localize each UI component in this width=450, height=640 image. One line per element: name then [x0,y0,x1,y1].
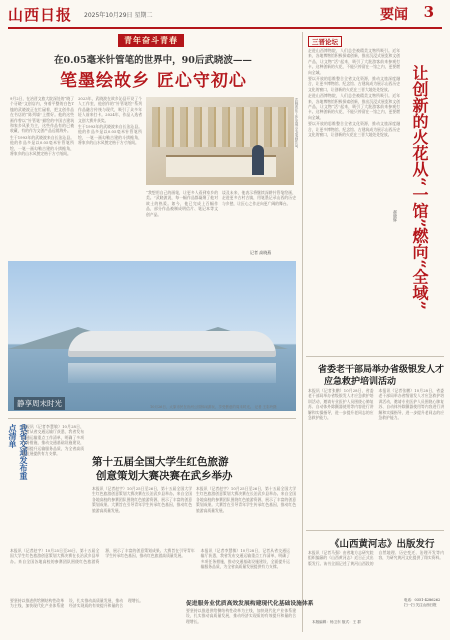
commentary-paragraph: 走进山西博物院，人们总会被精美文物所吸引。近年来，各地博物馆积极探索创新，推出沉浸式展览和文创产品，让文物“活”起来，吸引了大批游客前来参观打卡。这种创新的火花，不能只停留在一馆之内，更要燃向全域。 [308,48,400,75]
middle-news-paragraph: 本报讯（记者赵宇）10月25日至26日，第十五届全国大学生红色旅游创意策划大赛决赛在长治武乡县举办。来自全国各地高校的参赛团队围绕红色旅游资源，展示了丰富的创意策划成果。大赛旨在引导青年学生传承红色基因，推动红色旅游高质量发展。 [92,486,192,513]
commentary-paragraph: 要以开放的思维整合全省文化资源，推动文旅深度融合，让更多博物馆、纪念馆、古建筑成为展示山西历史文化的窗口，让创新的火花在三晋大地处处绽放。 [308,121,400,138]
lead-paragraph: 生于1993年的武晓波来自长治沁县。他的作品多是以0.05毫米针管笔所绘，一笔一画勾勒古建的斗拱檐角，将家乡的山水风貌定格于方寸纸间。 [10,134,74,157]
lead-paragraph: 谈及未来，他表示将继续深耕针管笔绘画，走进更多古村古镇，用笔墨记录山西的历史与乡愁，让匠心之作走向更广阔的舞台。 [222,190,296,206]
commentary-tag: 三晋论坛 [308,36,342,47]
commentary-headline: 让创新的火花从“一馆”燃向“全域” [410,65,429,310]
contact-box: 电话：0351-4286262 扫一扫 关注山西日报 [404,598,441,607]
lead-photo-caption: 武晓波在工作室展示毛笔画作品。 [295,98,299,151]
studio-photo [146,97,294,185]
photo-water-reflection [68,363,276,383]
left-news-heading: 我省交通发布重点清单 [8,424,29,480]
left-news-body [22,424,84,524]
row-divider [306,530,444,531]
training-title-line2: 应急救护培训活动 [324,377,397,387]
lead-subtitle: 在0.05毫米针管笔的世界中，90后武晓波—— [54,55,252,66]
book-news-paragraph: 本报讯（记者马强）由省地方志研究院组织编纂的《山西黄河志》近日正式出版发行。该书全面记述了黄河山西段的自然地理、历史变迁、治理开发等内容，为研究黄河文化提供了翔实资料。 [308,550,444,566]
park-photo [8,261,296,411]
lower-paragraph: 要坚持以推进供给侧结构性改革为主线，加快现代化产业体系建设，扎实推动高质量发展，推动经济实现质的有效提升和量的合理增长。 [10,598,144,609]
lead-paragraph: 9月2日，在冶晋文旅大院深处的“晓了个牙晓”文创店内，身着平整的白色T恤的武晓波正在忙碌着，把文创作品在书店的“陈列墙”上摆好。他的这些画作曾以“针管笔”描绘的中国古建筑和家乡风景为主，这些作品有的已被收藏，有的作为文创产品远销海外。 [10,96,74,134]
lead-title: 笔墨绘故乡 匠心守初心 [60,71,247,91]
lower-body-2 [10,598,182,636]
subhead: 促进服务业优质高效发展构建现代化基础设施体系 [186,601,314,607]
newspaper-logo: 山西日报 [8,6,73,24]
left-news-paragraph: 本报讯（记者李慧敏）10月28日，记者从省交通运输厅获悉，我省发布交通运输重点工作清单，明确了多项任务措施，推动交通基础设施建设，全面提升运输服务品质，为全省高质量发展提供有力支撑。 [22,424,84,457]
training-paragraph: 本报讯（记者张鹏）10月28日，省委老干部局举办省级银发人才应急救护培训活动，邀请专业医护人员围绕心肺复苏、自动体外除颤器使用等内容进行讲解和实操指导，进一步提升老同志的应急救护能力。 [308,388,374,421]
lead-kicker: 青年奋斗青春 [118,34,184,47]
training-paragraph: 本报讯（记者张鹏）10月28日，省委老干部局举办省级银发人才应急救护培训活动，邀请专业医护人员围绕心肺复苏、自动体外除颤器使用等内容进行讲解和实操指导，进一步提升老同志的应急救护能力。 [378,388,444,421]
page-number: 3 [423,3,434,21]
section-name: 要闻 [380,7,408,23]
commentary-byline: 郝晓辉 [393,210,398,222]
photo-feature-title: 静享周末时光 [14,397,65,410]
lower-body [10,548,290,594]
training-title-line1: 省委老干部局举办省级银发人才 [318,365,445,375]
header-rule [8,27,442,29]
commentary-paragraph: 要以开放的思维整合全省文化资源，推动文旅深度融合，让更多博物馆、纪念馆、古建筑成为展示山西历史文化的窗口，让创新的火花在三晋大地处处绽放。 [308,76,400,92]
lower-paragraph: 本报讯（记者赵宇）10月25日至26日，第十五届全国大学生红色旅游创意策划大赛决赛在长治武乡县举办。来自全国各地高校的参赛团队围绕红色旅游资源，展示了丰富的创意策划成果。大赛旨在引导青年学生传承红色基因，推动红色旅游高质量发展。 [10,548,195,564]
lead-body-col4 [222,190,296,248]
middle-news-title-line1: 第十五届全国大学生红色旅游 [92,456,229,468]
middle-news-paragraph: 本报讯（记者赵宇）10月25日至26日，第十五届全国大学生红色旅游创意策划大赛决赛在长治武乡县举办。来自全国各地高校的参赛团队围绕红色旅游资源，展示了丰富的创意策划成果。大赛旨在引导青年学生传承红色基因，推动红色旅游高质量发展。 [196,486,296,513]
middle-news-body-col2 [196,486,296,546]
lead-body-col3 [146,190,218,256]
lead-paragraph: 2023年，武晓波在故乡沁县开设了个人工作室，他创作的“针管笔绘”系列作品融合传统与现代，吸引了众多年轻人前来打卡。2024年，作品入选省文创大赛并获奖。 [78,96,142,123]
middle-news-body-col1 [92,486,192,546]
commentary-body [308,48,400,348]
lead-body-col2 [78,96,142,256]
lead-body-col1 [10,96,74,256]
column-divider [302,32,303,632]
middle-news-title-line2: 创意策划大赛决赛在武乡举办 [96,470,233,482]
row-divider [306,356,444,357]
photo-person [252,145,264,175]
issue-date: 2025年10月29日 星期二 [84,12,153,19]
training-body [308,388,444,528]
subhead-paragraph: 要坚持以推进供给侧结构性改革为主线，加快现代化产业体系建设，扎实推动高质量发展，推动经济实现质的有效提升和量的合理增长。 [186,608,296,624]
lead-author: 记者 高晓燕 [250,250,272,255]
subhead-body [186,608,296,636]
book-news-title: 《山西黄河志》出版发行 [330,539,435,550]
page-editor: 本版编辑：杨卫东 版式：王 群 [312,620,362,624]
row-divider [8,418,296,419]
lead-paragraph: 生于1993年的武晓波来自长治沁县。他的作品多是以0.05毫米针管笔所绘，一笔一画勾勒古建的斗拱檐角，将家乡的山水风貌定格于方寸纸间。 [78,124,142,146]
commentary-paragraph: 走进山西博物院，人们总会被精美文物所吸引。近年来，各地博物馆积极探索创新，推出沉浸式展览和文创产品，让文物“活”起来，吸引了大批游客前来参观打卡。这种创新的火花，不能只停留在一馆之内，更要燃向全域。 [308,93,400,120]
lead-paragraph: “我想用自己的画笔，让更多人看到家乡的美。”武晓波说，每一幅作品都凝聚了他对故土的热爱。如今，他已完成上百幅作品，部分作品被制成明信片、笔记本等文创产品。 [146,190,218,217]
photo-feature-caption: 10月26日，太原市民在汾河公园休闲游玩，享受惬意的周末时光。 记者 王彩玲摄 [150,405,277,409]
photo-building [68,331,276,357]
photo-shelf [152,107,288,147]
lower-paragraph: 本报讯（记者李慧敏）10月28日，记者从省交通运输厅获悉，我省发布交通运输重点工作清单，明确了多项任务措施，推动交通基础设施建设，全面提升运输服务品质，为全省高质量发展提供有力支撑。 [200,548,290,570]
